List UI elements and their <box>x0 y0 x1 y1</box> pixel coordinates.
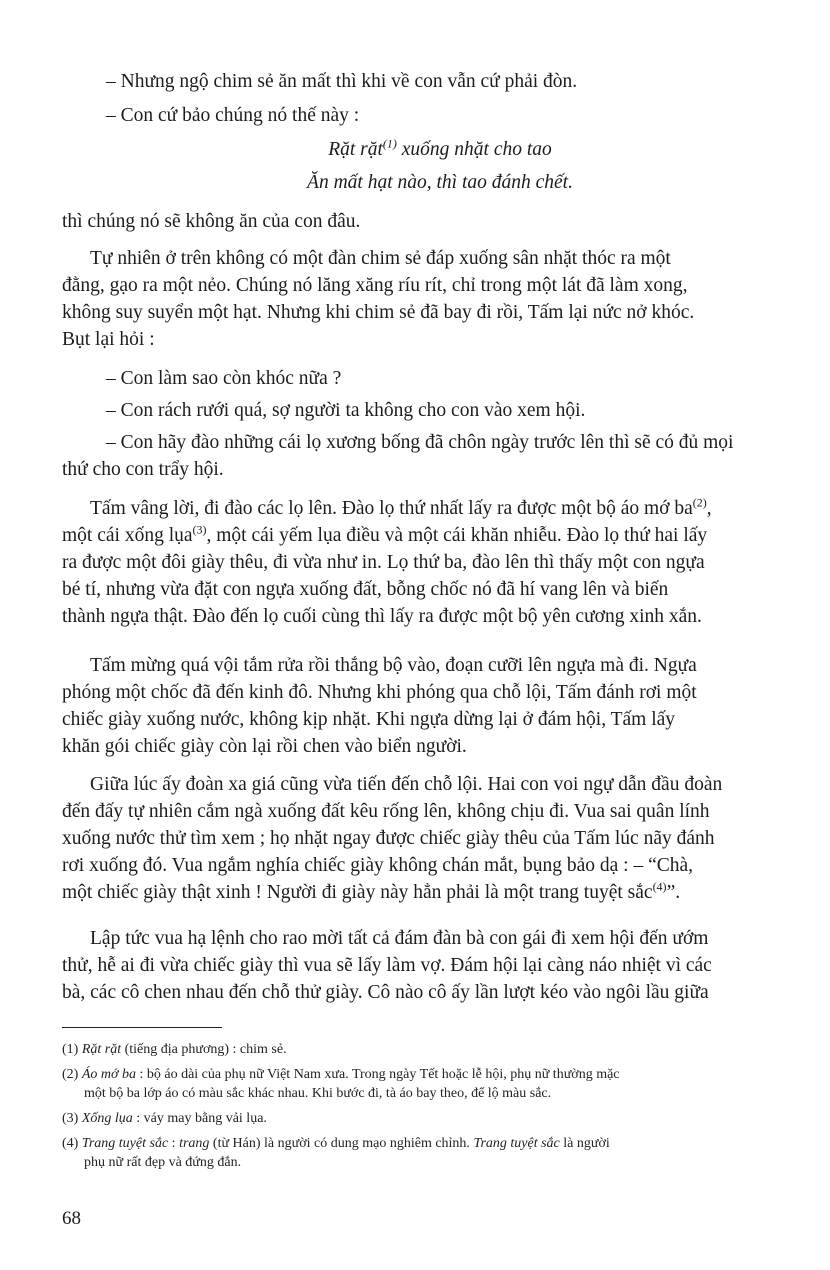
footnote-3: (3) Xống lụa : váy may bằng vải lụa. <box>62 1111 267 1126</box>
paragraph-3 <box>62 652 818 760</box>
text-line: Bụt lại hỏi : <box>62 329 155 350</box>
text-line: khăn gói chiếc giày còn lại rồi chen vào biển người. <box>62 736 467 757</box>
text-line: Tấm mừng quá vội tắm rửa rồi thắng bộ vào, đoạn cưỡi lên ngựa mà đi. Ngựa <box>90 655 697 676</box>
paragraph-1 <box>62 245 818 353</box>
dialogue-line: – Con hãy đào những cái lọ xương bống đã chôn ngày trước lên thì sẽ có đủ mọi <box>106 432 734 453</box>
dialogue-line-continued: thứ cho con trẩy hội. <box>62 459 224 480</box>
dialogue-line: – Con làm sao còn khóc nữa ? <box>106 368 342 389</box>
paragraph-4 <box>62 771 818 906</box>
dialogue-block-top <box>62 68 818 129</box>
dialogue-line: – Nhưng ngộ chim sẻ ăn mất thì khi về con vẫn cứ phải đòn. <box>106 71 578 92</box>
text-line: bé tí, nhưng vừa đặt con ngựa xuống đất, bỗng chốc nó đã hí vang lên và biến <box>62 579 669 600</box>
text-line: đằng, gạo ra một nẻo. Chúng nó lăng xăng ríu rít, chỉ trong một lát đã làm xong, <box>62 275 688 296</box>
verse-block <box>62 136 818 196</box>
text-line: Giữa lúc ấy đoàn xa giá cũng vừa tiến đến chỗ lội. Hai con voi ngự dẫn đầu đoàn <box>90 774 723 795</box>
text-line: thử, hễ ai đi vừa chiếc giày thì vua sẽ lấy làm vợ. Đám hội lại càng náo nhiệt vì các <box>62 955 712 976</box>
dialogue-block-mid <box>62 365 818 483</box>
footnote-2: (2) Áo mớ ba : bộ áo dài của phụ nữ Việt Nam xưa. Trong ngày Tết hoặc lễ hội, phụ nữ thường mặc một bộ ba lớp áo có màu sắc khác nhau. Khi bước đi, tà áo bay theo, để lộ màu sắc. <box>62 1067 620 1101</box>
footnote-1: (1) Rặt rặt (tiếng địa phương) : chim sẻ. <box>62 1042 287 1057</box>
after-verse <box>62 208 818 235</box>
text-line: ra được một đôi giày thêu, đi vừa như in. Lọ thứ ba, đào lên thì thấy một con ngựa <box>62 552 705 573</box>
text-line: đến đấy tự nhiên cắm ngà xuống đất kêu rống lên, không chịu đi. Vua sai quân lính <box>62 801 710 822</box>
text-line: Tự nhiên ở trên không có một đàn chim sẻ đáp xuống sân nhặt thóc ra một <box>90 248 671 269</box>
footnote-separator <box>62 1027 222 1028</box>
text-line: thành ngựa thật. Đào đến lọ cuối cùng thì lấy ra được một bộ yên cương xinh xắn. <box>62 606 702 627</box>
text-line: thì chúng nó sẽ không ăn của con đâu. <box>62 211 361 232</box>
text-line: rơi xuống đó. Vua ngắm nghía chiếc giày không chán mắt, bụng bảo dạ : – “Chà, <box>62 855 694 876</box>
text-line: một cái xống lụa$^{(3)}$, một cái yếm lụa điều và một cái khăn nhiễu. Đào lọ thứ hai lấy <box>62 522 708 546</box>
verse-line-2: Ăn mất hạt nào, thì tao đánh chết. <box>307 172 573 193</box>
verse-line-1: Rặt rặt$^{(1)}$ xuống nhặt cho tao <box>328 136 552 160</box>
dialogue-line: – Con rách rưới quá, sợ người ta không cho con vào xem hội. <box>106 400 586 421</box>
dialogue-line: – Con cứ bảo chúng nó thế này : <box>106 105 360 126</box>
text-line: Lập tức vua hạ lệnh cho rao mời tất cả đám đàn bà con gái đi xem hội đến ướm <box>90 928 709 949</box>
text-line: phóng một chốc đã đến kinh đô. Nhưng khi phóng qua chỗ lội, Tấm đánh rơi một <box>62 682 697 703</box>
text-line: bà, các cô chen nhau đến chỗ thử giày. Cô nào cô ấy lần lượt kéo vào ngôi lầu giữa <box>62 982 709 1003</box>
text-line: một chiếc giày thật xinh ! Người đi giày này hẳn phải là một trang tuyệt sắc$^{(4)}$”. <box>62 879 681 903</box>
paragraph-2 <box>62 495 818 630</box>
text-line: Tấm vâng lời, đi đào các lọ lên. Đào lọ thứ nhất lấy ra được một bộ áo mớ $ba^{(2)}$, <box>90 495 712 519</box>
footnote-4: (4) Trang tuyệt sắc : trang (từ Hán) là người có dung mạo nghiêm chỉnh. Trang tuyệt sắc là người phụ nữ rất đẹp và đứng đắn. <box>62 1136 610 1170</box>
paragraph-5 <box>62 925 818 1006</box>
text-line: xuống nước thử tìm xem ; họ nhặt ngay được chiếc giày thêu của Tấm lúc nãy đánh <box>62 828 715 849</box>
footnotes <box>62 1040 822 1174</box>
text-line: không suy suyển một hạt. Nhưng khi chim sẻ đã bay đi rồi, Tấm lại nức nở khóc. <box>62 302 695 323</box>
text-line: chiếc giày xuống nước, không kịp nhặt. Khi ngựa dừng lại ở đám hội, Tấm lấy <box>62 709 676 730</box>
page-number: 68 <box>62 1208 81 1229</box>
